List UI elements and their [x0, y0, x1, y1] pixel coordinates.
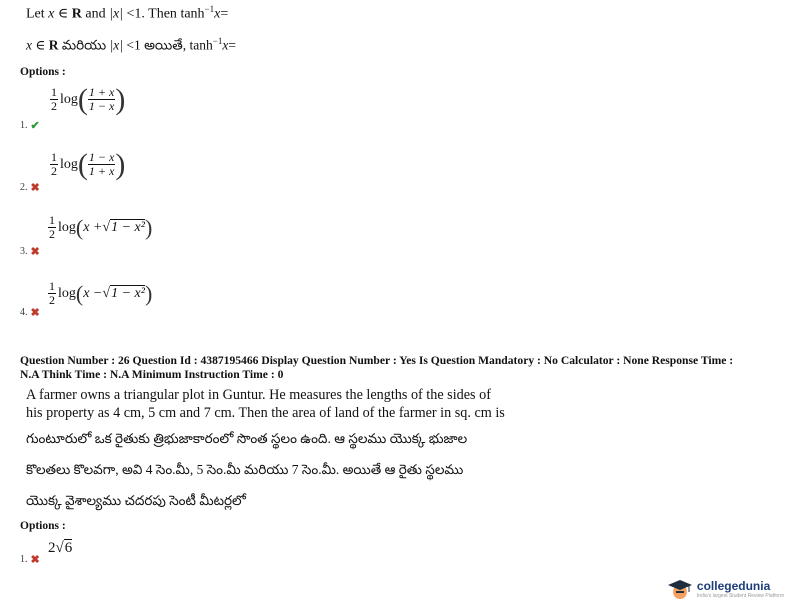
question-line-1: A farmer owns a triangular plot in Guntur. He measures the lengths of the sides of: [26, 387, 491, 403]
question-line-2: his property as 4 cm, 5 cm and 7 cm. Then the area of land of the farmer in sq. cm is: [26, 405, 505, 421]
coefficient-fraction: [48, 214, 56, 241]
wrong-cross-icon: ✖: [30, 554, 40, 566]
text: మరియు: [58, 37, 110, 53]
text: Let: [26, 6, 49, 22]
question-metadata: [20, 354, 780, 382]
log: log: [58, 285, 76, 301]
question-english-previous: [26, 4, 228, 23]
set-r: R: [71, 6, 82, 22]
option-4-number[interactable]: [20, 306, 40, 319]
option-number: 3.: [20, 246, 28, 257]
option-number: 1.: [20, 554, 28, 565]
text: and: [81, 6, 110, 22]
numerator: 1 + x: [88, 85, 115, 99]
set-r: R: [48, 37, 59, 53]
option-3-number[interactable]: [20, 245, 40, 258]
denominator: 2: [49, 293, 55, 307]
log: log: [60, 91, 78, 107]
options-heading: Options :: [20, 66, 66, 78]
option-4-expression: [48, 280, 152, 307]
radical-sign: √: [102, 219, 111, 235]
denominator: 2: [51, 164, 57, 178]
question-telugu-line-2: కొలతలు కొలవగా, అవి 4 సెం.మీ, 5 సెం.మీ మరియు 7 సెం.మీ. అయితే ఆ రైతు స్థలము: [26, 462, 464, 477]
radical-sign: √: [55, 540, 64, 556]
left-paren: (: [75, 280, 84, 306]
text: <1. Then: [123, 6, 181, 22]
option-number: 4.: [20, 307, 28, 318]
denominator: 1 + x: [88, 164, 115, 178]
question-telugu-line-1: గుంటూరులో ఒక రైతుకు త్రిభుజాకారంలో సొంత స్థలం ఉంది. ఆ స్థలము యొక్క భుజాల: [26, 431, 468, 446]
var-x: x: [214, 6, 221, 22]
option-1-number[interactable]: [20, 553, 40, 566]
var-x: x: [222, 37, 229, 53]
denominator: 1 − x: [88, 99, 115, 113]
term: x +: [83, 219, 103, 235]
option-2-expression: [50, 147, 126, 181]
right-paren: ): [115, 82, 126, 116]
numerator: 1: [51, 85, 57, 99]
radical-sign: √: [102, 285, 111, 301]
option-1-answer: [48, 540, 72, 557]
graduation-cap-icon: [667, 578, 693, 600]
denominator: 2: [51, 99, 57, 113]
option-number: 2.: [20, 182, 28, 193]
coefficient-fraction: [50, 86, 58, 113]
brand-tagline: India's largest Student Review Platform: [696, 593, 784, 599]
coefficient-fraction: [48, 280, 56, 307]
wrong-cross-icon: ✖: [30, 307, 40, 319]
coefficient: 2: [48, 540, 56, 556]
abs-x: |x|: [109, 6, 124, 22]
radicand: 1 − x²: [111, 220, 145, 235]
exponent: −1: [204, 4, 215, 14]
question-telugu-previous: [26, 36, 236, 57]
left-paren: (: [77, 82, 88, 116]
tanh: tanh: [189, 37, 213, 53]
numerator: 1: [49, 279, 55, 293]
wrong-cross-icon: ✖: [30, 182, 40, 194]
option-number: 1.: [20, 120, 28, 131]
equals: =: [220, 6, 229, 22]
exponent: −1: [212, 36, 223, 46]
argument-fraction: [88, 151, 115, 178]
numerator: 1: [51, 150, 57, 164]
option-1-expression: [50, 82, 126, 116]
log: log: [58, 219, 76, 235]
log: log: [60, 156, 78, 172]
argument-fraction: [88, 86, 115, 113]
left-paren: (: [77, 147, 88, 181]
correct-check-icon: ✔: [30, 120, 40, 132]
text: అయితే,: [144, 37, 190, 53]
left-paren: (: [75, 214, 84, 240]
right-paren: ): [115, 147, 126, 181]
metadata-line-1: Question Number : 26 Question Id : 4387195466 Display Question Number : Yes Is Question Mandatory : No Calculator : None Response Time :: [20, 354, 734, 367]
var-x: x: [48, 6, 55, 22]
option-2-number[interactable]: [20, 181, 40, 194]
collegedunia-logo: [667, 578, 784, 600]
coefficient-fraction: [50, 151, 58, 178]
right-paren: ): [144, 280, 153, 306]
abs-x: |x|: [109, 37, 123, 53]
radicand: 6: [64, 540, 73, 556]
metadata-line-2: N.A Think Time : N.A Minimum Instruction Time : 0: [20, 368, 284, 381]
option-1-number[interactable]: [20, 119, 40, 132]
brand-name: collegedunia: [696, 579, 771, 593]
right-paren: ): [144, 214, 153, 240]
text: ∈: [32, 37, 49, 53]
wrong-cross-icon: ✖: [30, 246, 40, 258]
options-heading: Options :: [20, 520, 66, 532]
text: ∈: [54, 6, 72, 22]
numerator: 1: [49, 213, 55, 227]
question-text-english: [26, 386, 586, 422]
var-x: x: [26, 37, 32, 53]
text: <1: [123, 37, 145, 53]
denominator: 2: [49, 227, 55, 241]
numerator: 1 − x: [88, 150, 115, 164]
logo-text-block: [697, 579, 784, 599]
tanh: tanh: [180, 6, 205, 22]
term: x −: [83, 285, 103, 301]
equals: =: [228, 37, 236, 53]
question-telugu-line-3: యొక్క వైశాల్యము చదరపు సెంటీ మీటర్లలో: [26, 493, 246, 508]
radicand: 1 − x²: [111, 286, 145, 301]
option-3-expression: [48, 214, 152, 241]
